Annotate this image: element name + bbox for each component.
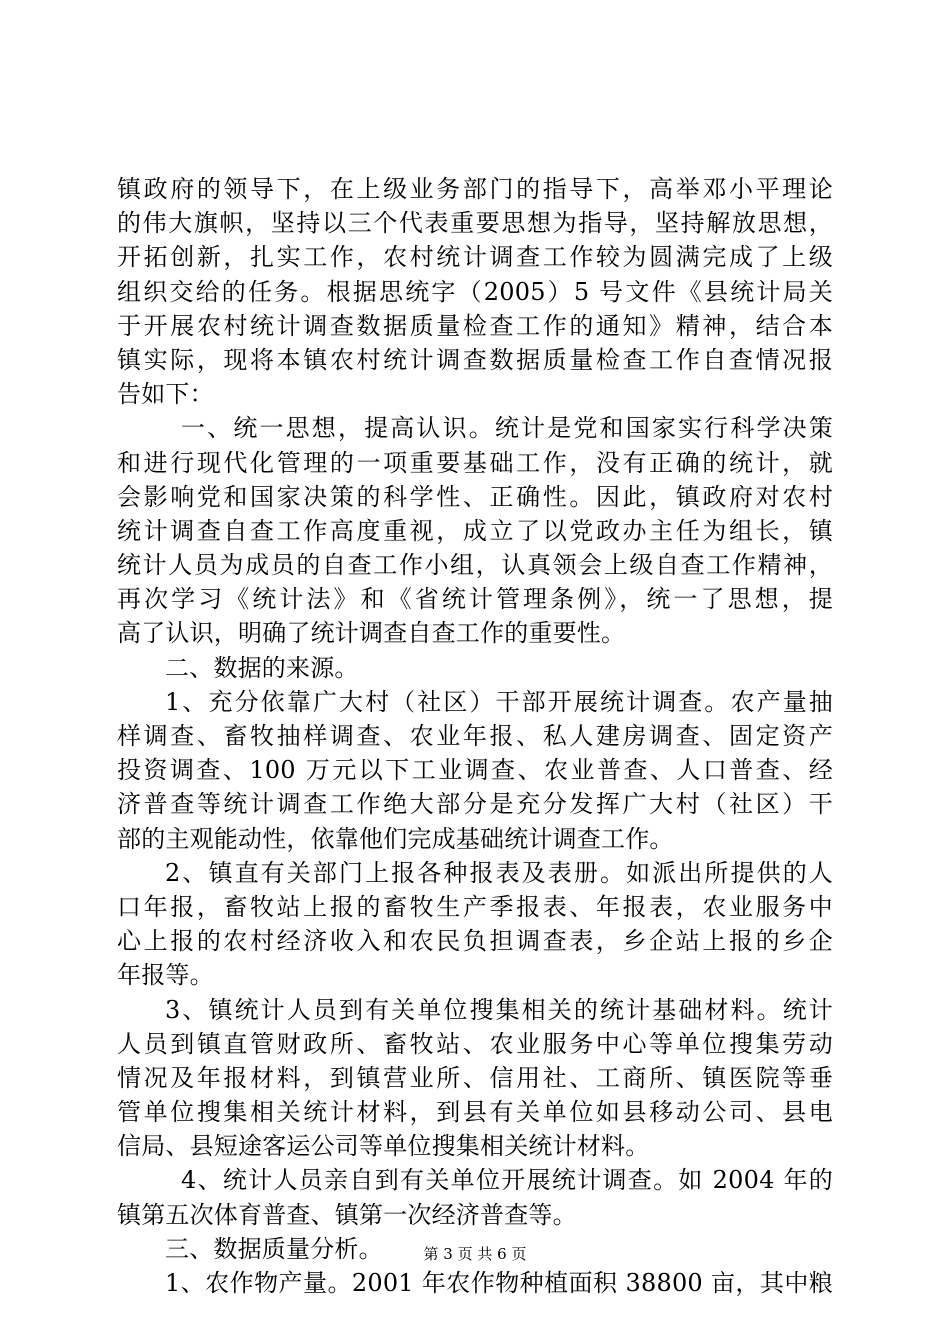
text-line: 镇政府的领导下，在上级业务部门的指导下，高举邓小平理论: [117, 175, 833, 203]
text-line: 镇第五次体育普查、镇第一次经济普查等。: [117, 1200, 577, 1229]
text-line: 济普查等统计调查工作绝大部分是充分发挥广大村（社区）干: [117, 790, 833, 819]
text-line: 镇实际，现将本镇农村统计调查数据质量检查工作自查情况报: [117, 345, 833, 374]
text-line: 告如下：: [117, 380, 214, 409]
text-line: 1、农作物产量。2001 年农作物种植面积 38800 亩，其中粮: [165, 1269, 833, 1297]
text-line: 1、充分依靠广大村（社区）干部开展统计调查。农产量抽: [165, 687, 833, 716]
text-line: 3、镇统计人员到有关单位搜集相关的统计基础材料。统计: [165, 995, 833, 1024]
text-line: 统计人员为成员的自查工作小组，认真领会上级自查工作精神，: [117, 551, 833, 580]
text-line: 高了认识，明确了统计调查自查工作的重要性。: [117, 619, 626, 648]
text-line: 口年报，畜牧站上报的畜牧生产季报表、年报表，农业服务中: [117, 892, 833, 921]
text-line: 2、镇直有关部门上报各种报表及表册。如派出所提供的人: [165, 858, 833, 887]
text-line: 会影响党和国家决策的科学性、正确性。因此，镇政府对农村: [117, 482, 833, 511]
text-line: 样调查、畜牧抽样调查、农业年报、私人建房调查、固定资产: [117, 722, 833, 750]
text-line: 信局、县短途客运公司等单位搜集相关统计材料。: [117, 1132, 650, 1161]
text-line: 人员到镇直管财政所、畜牧站、农业服务中心等单位搜集劳动: [117, 1029, 833, 1058]
text-line: 年报等。: [117, 961, 214, 990]
text-line: 于开展农村统计调查数据质量检查工作的通知》精神，结合本: [117, 311, 833, 340]
text-line: 和进行现代化管理的一项重要基础工作，没有正确的统计，就: [117, 448, 833, 477]
text-line: 开拓创新，扎实工作，农村统计调查工作较为圆满完成了上级: [117, 243, 833, 272]
text-line: 投资调查、100 万元以下工业调查、农业普查、人口普查、经: [117, 756, 833, 785]
text-line: 三、数据质量分析。: [165, 1234, 383, 1263]
text-line: 一、统一思想，提高认识。统计是党和国家实行科学决策: [181, 414, 833, 443]
text-line: 的伟大旗帜，坚持以三个代表重要思想为指导，坚持解放思想，: [117, 209, 833, 238]
page-footer: 第 3 页 共 6 页: [423, 1245, 527, 1263]
text-line: 组织交给的任务。根据思统字（2005）5 号文件《县统计局关: [117, 277, 833, 306]
document-body: [117, 172, 833, 1300]
text-line: 管单位搜集相关统计材料，到县有关单位如县移动公司、县电: [117, 1098, 833, 1127]
text-line: 心上报的农村经济收入和农民负担调查表，乡企站上报的乡企: [117, 927, 833, 956]
text-line: 4、统计人员亲自到有关单位开展统计调查。如 2004 年的: [181, 1166, 833, 1195]
text-line: 部的主观能动性，依靠他们完成基础统计调查工作。: [117, 824, 674, 853]
text-line: 二、数据的来源。: [165, 653, 359, 682]
text-line: 情况及年报材料，到镇营业所、信用社、工商所、镇医院等垂: [117, 1063, 833, 1092]
text-line: 再次学习《统计法》和《省统计管理条例》，统一了思想，提: [117, 585, 833, 614]
text-line: 统计调查自查工作高度重视，成立了以党政办主任为组长，镇: [117, 516, 833, 545]
